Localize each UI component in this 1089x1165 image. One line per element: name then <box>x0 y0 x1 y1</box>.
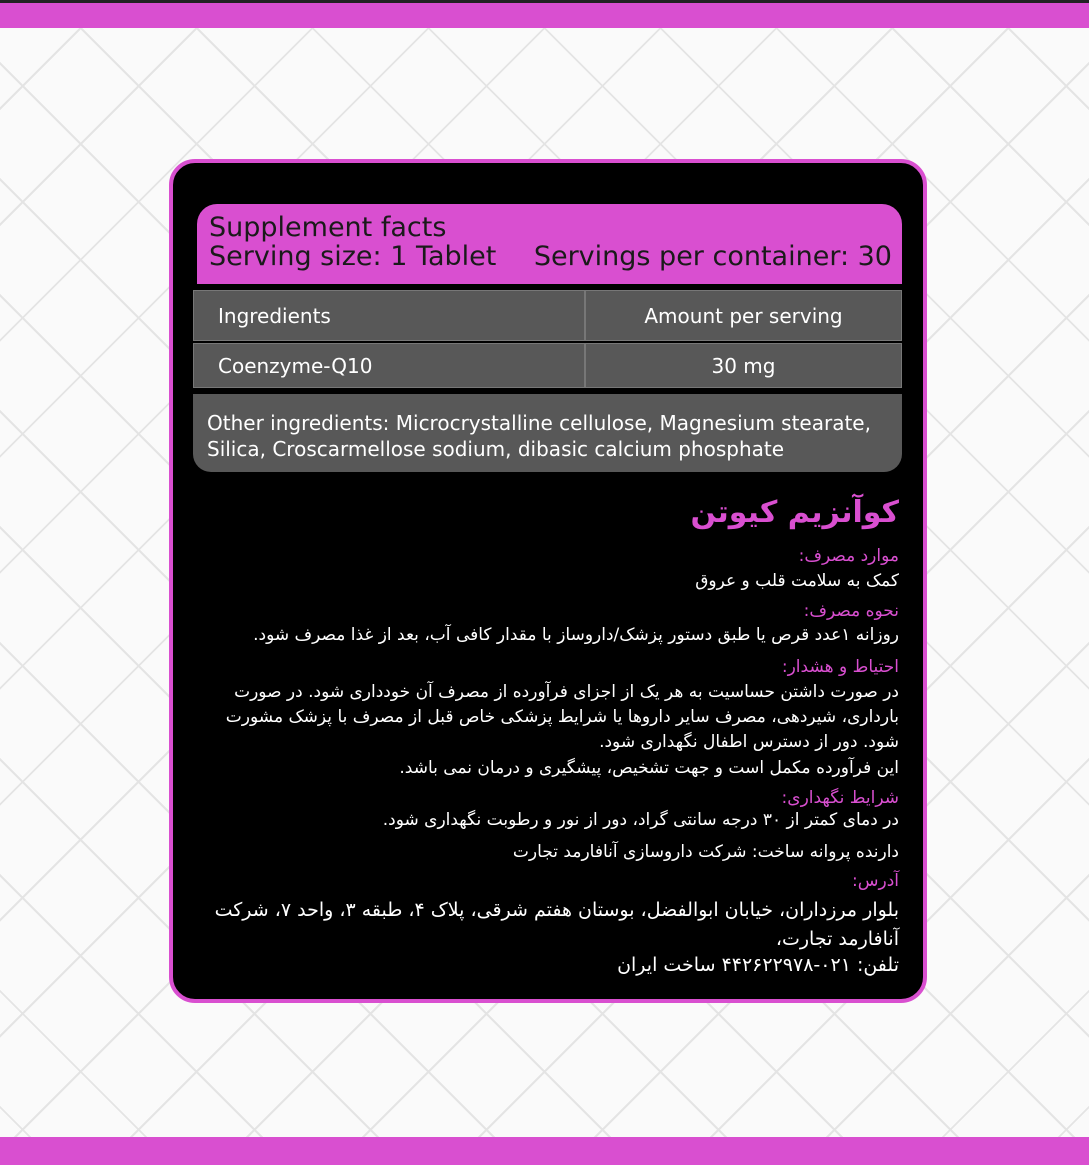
address-heading: آدرس: <box>852 871 899 891</box>
address-text: بلوار مرزداران، خیابان ابوالفضل، بوستان هفتم شرقی، پلاک ۴، طبقه ۳، واحد ۷، شرکت آنافارمد تجارت، <box>214 899 899 950</box>
usage-heading: موارد مصرف: <box>798 546 899 566</box>
warning-text-1: در صورت داشتن حساسیت به هر یک از اجزای فرآورده از مصرف آن خودداری شود. در صورت بارداری، شیردهی، مصرف سایر داروها یا شرایط پزشکی خاص قبل از مصرف با پزشک مشورت شود. دور از دسترس اطفال نگهداری شود. <box>225 682 899 752</box>
dosage-heading: نحوه مصرف: <box>803 601 899 621</box>
ingredient-name: Coenzyme-Q10 <box>218 353 373 378</box>
supplement-label-panel <box>169 159 927 1003</box>
usage-text: کمک به سلامت قلب و عروق <box>695 571 899 591</box>
header-amount <box>585 290 902 341</box>
phone-text: تلفن: ۰۲۱-۴۴۲۶۲۲۹۷۸ ساخت ایران <box>617 954 899 976</box>
other-ingredients: Other ingredients: Microcrystalline cellulose, Magnesium stearate, Silica, Croscarmellose sodium, dibasic calcium phosphate <box>193 394 902 472</box>
supplement-facts-header <box>197 204 902 284</box>
warning-text-2: این فرآورده مکمل است و جهت تشخیص، پیشگیری و درمان نمی باشد. <box>399 758 899 778</box>
bottom-accent-bar <box>0 1137 1089 1165</box>
servings-per-container: Servings per container: 30 <box>533 241 892 272</box>
storage-text: در دمای کمتر از ۳۰ درجه سانتی گراد، دور از نور و رطوبت نگهداری شود. <box>382 810 899 830</box>
top-accent-bar <box>0 0 1089 28</box>
product-title-fa: کوآنزیم کیوتن <box>690 495 899 530</box>
storage-heading: شرایط نگهداری: <box>781 788 899 808</box>
ingredient-amount: 30 mg <box>711 353 776 378</box>
header-ingredients <box>193 290 585 341</box>
header-ingredients-label: Ingredients <box>218 303 331 328</box>
license-text: دارنده پروانه ساخت: شرکت داروسازی آنافارمد تجارت <box>512 842 899 862</box>
dosage-text: روزانه ۱عدد قرص یا طبق دستور پزشک/داروساز با مقدار کافی آب، بعد از غذا مصرف شود. <box>253 625 899 645</box>
serving-size: Serving size: 1 Tablet <box>209 241 497 272</box>
facts-title: Supplement facts <box>209 212 447 243</box>
warning-heading: احتیاط و هشدار: <box>781 657 899 677</box>
ingredient-name-cell <box>193 343 585 388</box>
header-amount-label: Amount per serving <box>644 303 843 328</box>
ingredient-amount-cell <box>585 343 902 388</box>
